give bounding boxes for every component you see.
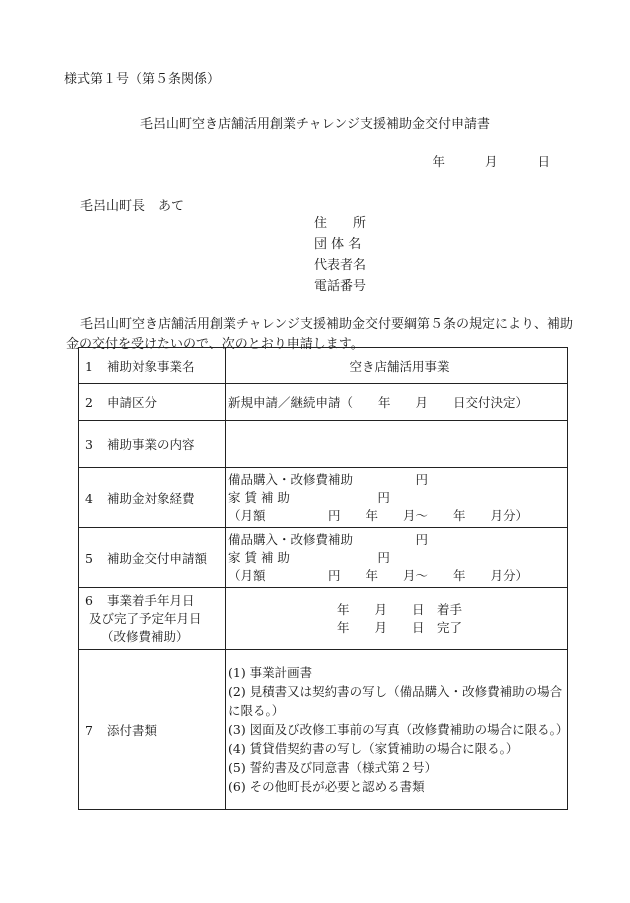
table-row — [79, 468, 568, 528]
row4-label: 4 補助金対象経費 — [79, 468, 226, 528]
applicant-address-label: 住 所 — [314, 216, 367, 231]
table-row — [79, 650, 568, 810]
date-day: 日 — [537, 154, 550, 169]
table-row — [79, 348, 568, 384]
row5-value: 備品購入・改修費補助 円 家 賃 補 助 円 （月額 円 年 月～ 年 月分） — [226, 528, 568, 588]
row7-value — [226, 650, 568, 810]
attachment-item-5: (5) 誓約書及び同意書（様式第２号） — [228, 760, 438, 775]
row2-value: 新規申請／継続申請（ 年 月 日交付決定） — [226, 384, 568, 421]
row1-value: 空き店舗活用事業 — [226, 348, 568, 384]
row2-label: 2 申請区分 — [79, 384, 226, 421]
recipient: 毛呂山町長 あて — [80, 199, 185, 214]
attachment-item-3: (3) 図面及び改修工事前の写真（改修費補助の場合に限る。） — [228, 722, 569, 737]
row6-value: 年 月 日 着手 年 月 日 完了 — [226, 588, 568, 650]
date-month: 月 — [484, 154, 498, 169]
table-row — [79, 588, 568, 650]
table-row — [79, 421, 568, 468]
intro-paragraph: 毛呂山町空き店舗活用創業チャレンジ支援補助金交付要綱第５条の規定により、補助金の交付を受けたいので、次のとおり申請します。 — [66, 317, 573, 352]
applicant-phone-label: 電話番号 — [314, 279, 367, 294]
attachment-item-6: (6) その他町長が必要と認める書類 — [228, 779, 425, 794]
form-number: 様式第１号（第５条関係） — [64, 72, 221, 87]
application-table — [78, 347, 568, 810]
document-title: 毛呂山町空き店舗活用創業チャレンジ支援補助金交付申請書 — [140, 117, 490, 132]
table-row — [79, 384, 568, 421]
attachment-item-2: (2) 見積書又は契約書の写し（備品購入・改修費補助の場合に限る。） — [228, 684, 563, 718]
date-year: 年 — [432, 154, 445, 169]
row7-label: 7 添付書類 — [79, 650, 226, 810]
applicant-organization-label: 団 体 名 — [314, 237, 362, 252]
row1-label: 1 補助対象事業名 — [79, 348, 226, 384]
attachment-item-1: (1) 事業計画書 — [228, 665, 313, 680]
date-line — [432, 152, 550, 170]
applicant-representative-label: 代表者名 — [314, 258, 367, 273]
row4-value: 備品購入・改修費補助 円 家 賃 補 助 円 （月額 円 年 月～ 年 月分） — [226, 468, 568, 528]
row3-label: 3 補助事業の内容 — [79, 421, 226, 468]
row3-value — [226, 421, 568, 468]
row5-label: 5 補助金交付申請額 — [79, 528, 226, 588]
table-row — [79, 528, 568, 588]
attachment-item-4: (4) 賃貸借契約書の写し（家賃補助の場合に限る。） — [228, 741, 519, 756]
row6-label: 6 事業着手年月日 及び完了予定年月日 （改修費補助） — [79, 588, 226, 650]
